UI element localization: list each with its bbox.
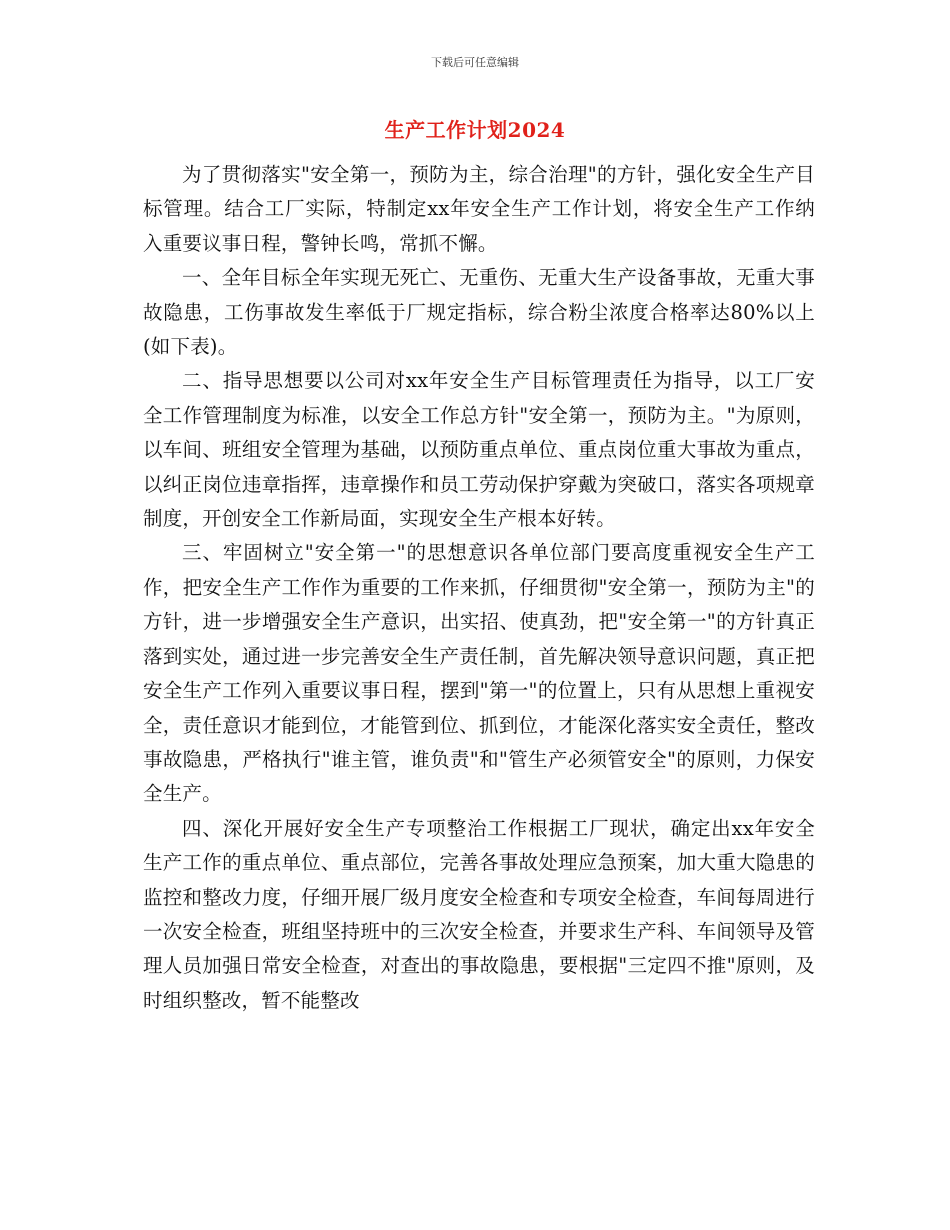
- paragraph-annual-goal: 一、全年目标全年实现无死亡、无重伤、无重大生产设备事故，无重大事故隐患，工伤事故发生率低于厂规定指标，综合粉尘浓度合格率达80%以上(如下表)。: [143, 266, 815, 359]
- paragraph-intro: 为了贯彻落实"安全第一，预防为主，综合治理"的方针，强化安全生产目标管理。结合工厂实际，特制定xx年安全生产工作计划，将安全生产工作纳入重要议事日程，警钟长鸣，常抓不懈。: [143, 163, 815, 255]
- paragraph-safety-awareness: 三、牢固树立"安全第一"的思想意识各单位部门要高度重视安全生产工作，把安全生产工作作为重要的工作来抓，仔细贯彻"安全第一，预防为主"的方针，进一步增强安全生产意识，出实招、使真劲，把"安全第一"的方针真正落到实处，通过进一步完善安全生产责任制，首先解决领导意识问题，真正把安全生产工作列入重要议事日程，摆到"第一"的位置上，只有从思想上重视安全，责任意识才能到位，才能管到位、抓到位，才能深化落实安全责任，整改事故隐患，严格执行"谁主管，谁负责"和"管生产必须管安全"的原则，力保安全生产。: [143, 541, 815, 806]
- document-body: [143, 158, 815, 1018]
- paragraph-guiding-ideology: 二、指导思想要以公司对xx年安全生产目标管理责任为指导，以工厂安全工作管理制度为标准，以安全工作总方针"安全第一，预防为主。"为原则，以车间、班组安全管理为基础，以预防重点单位、重点岗位重大事故为重点，以纠正岗位违章指挥，违章操作和员工劳动保护穿戴为突破口，落实各项规章制度，开创安全工作新局面，实现安全生产根本好转。: [143, 369, 815, 531]
- header-note: 下载后可任意编辑: [431, 56, 519, 69]
- document-title: 生产工作计划2024: [384, 118, 566, 142]
- paragraph-special-rectification: 四、深化开展好安全生产专项整治工作根据工厂现状，确定出xx年安全生产工作的重点单位、重点部位，完善各事故处理应急预案，加大重大隐患的监控和整改力度，仔细开展厂级月度安全检查和专项安全检查，车间每周进行一次安全检查，班组坚持班中的三次安全检查，并要求生产科、车间领导及管理人员加强日常安全检查，对查出的事故隐患，要根据"三定四不推"原则，及时组织整改，暂不能整改: [143, 816, 815, 1012]
